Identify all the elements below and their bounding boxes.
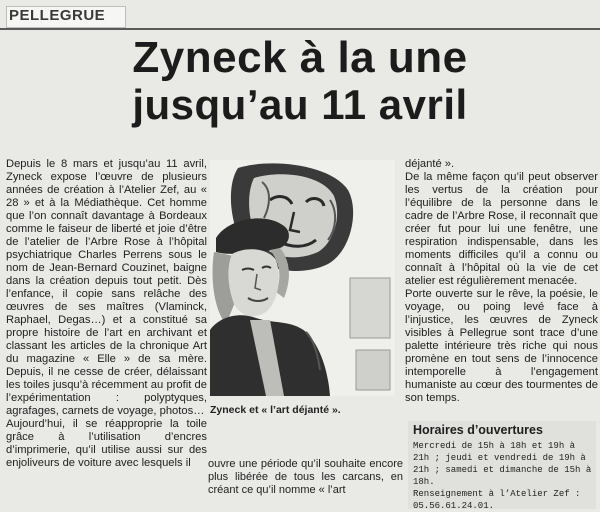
- article-paragraph: Aujourd’hui, il se réapproprie la toile grâce à l’utilisation d’encres d’imprimerie, qu’il utilise aussi sur des enjoliveurs de voiture avec lesquels il: [6, 418, 207, 469]
- opening-hours-contact: Renseignement à l’Atelier Zef : 05.56.61.24.01.: [413, 489, 581, 511]
- rubric-divider: [0, 28, 600, 30]
- headline-line-1: Zyneck à la une: [132, 33, 468, 82]
- opening-hours-title: Horaires d’ouvertures: [413, 423, 543, 437]
- headline-line-2: jusqu’au 11 avril: [132, 81, 468, 128]
- article-column-2-continuation: ouvre une période qu’il souhaite encore plus libérée de tous les carcans, en créant ce qu’il nomme « l’art: [208, 458, 403, 496]
- headline: [0, 34, 600, 128]
- opening-hours-schedule: Mercredi de 15h à 18h et 19h à 21h ; jeudi et vendredi de 19h à 21h ; samedi et dimanche de 15h à 18h.: [413, 441, 592, 487]
- artist-portrait-illustration: [210, 160, 395, 396]
- section-rubric-label: PELLEGRUE: [9, 7, 106, 24]
- article-paragraph: Porte ouverte sur le rêve, la poésie, le voyage, ou poing levé face à l’injustice, les œuvres de Zyneck visibles à Pellegrue sont trace d’une palette intérieure très riche qui nous promène en tout sens de l’innocence intemporelle à l’engagement humaniste au cœur des tourmentes de son temps.: [405, 288, 598, 404]
- article-paragraph: Depuis le 8 mars et jusqu’au 11 avril, Zyneck expose l’œuvre de plusieurs années de création à l’Atelier Zef, au « 28 » et à la Médiathèque. Cet homme que l’on connaît davantage à Bordeaux comme le faiseur de liberté et joie d’être de l’atelier de l’Arbre Rose à l’hôpital psychiatrique Charles Perrens sous le nom de Jean-Bernard Couzinet, baigne dans la création depuis tout petit. Dès l’enfance, il copie sans relâche des œuvres de ses maîtres (Vlaminck, Raphael, Degas…) et a constitué sa propre histoire de l’art en archivant et classant les articles de la chronique Art du magazine « Elle » de sa mère. Depuis, il ne cesse de créer, délaissant les toiles jusqu’à récemment au profit de l’expérimentation : polyptyques, agrafages, carnets de voyage, photos…: [6, 158, 207, 417]
- article-column-3: [405, 158, 598, 418]
- opening-hours-text: [413, 440, 595, 512]
- opening-hours-box: [408, 421, 596, 509]
- article-paragraph: déjanté ».: [405, 158, 455, 170]
- article-paragraph: De la même façon qu’il peut observer les vertus de la création pour l’équilibre de la personne dans le cadre de l’Arbre Rose, il reconnaît que créer fut pour lui une fenêtre, une respiration indispensable, dans les moments difficiles qu’il a connu ou connaît à l’hôpital où la vie de cet atelier est régulièrement menacée.: [405, 171, 598, 287]
- photo-caption: Zyneck et « l’art déjanté ».: [210, 404, 341, 416]
- artist-photo: [210, 160, 395, 396]
- article-column-1: [6, 158, 207, 506]
- section-rubric: [6, 6, 126, 28]
